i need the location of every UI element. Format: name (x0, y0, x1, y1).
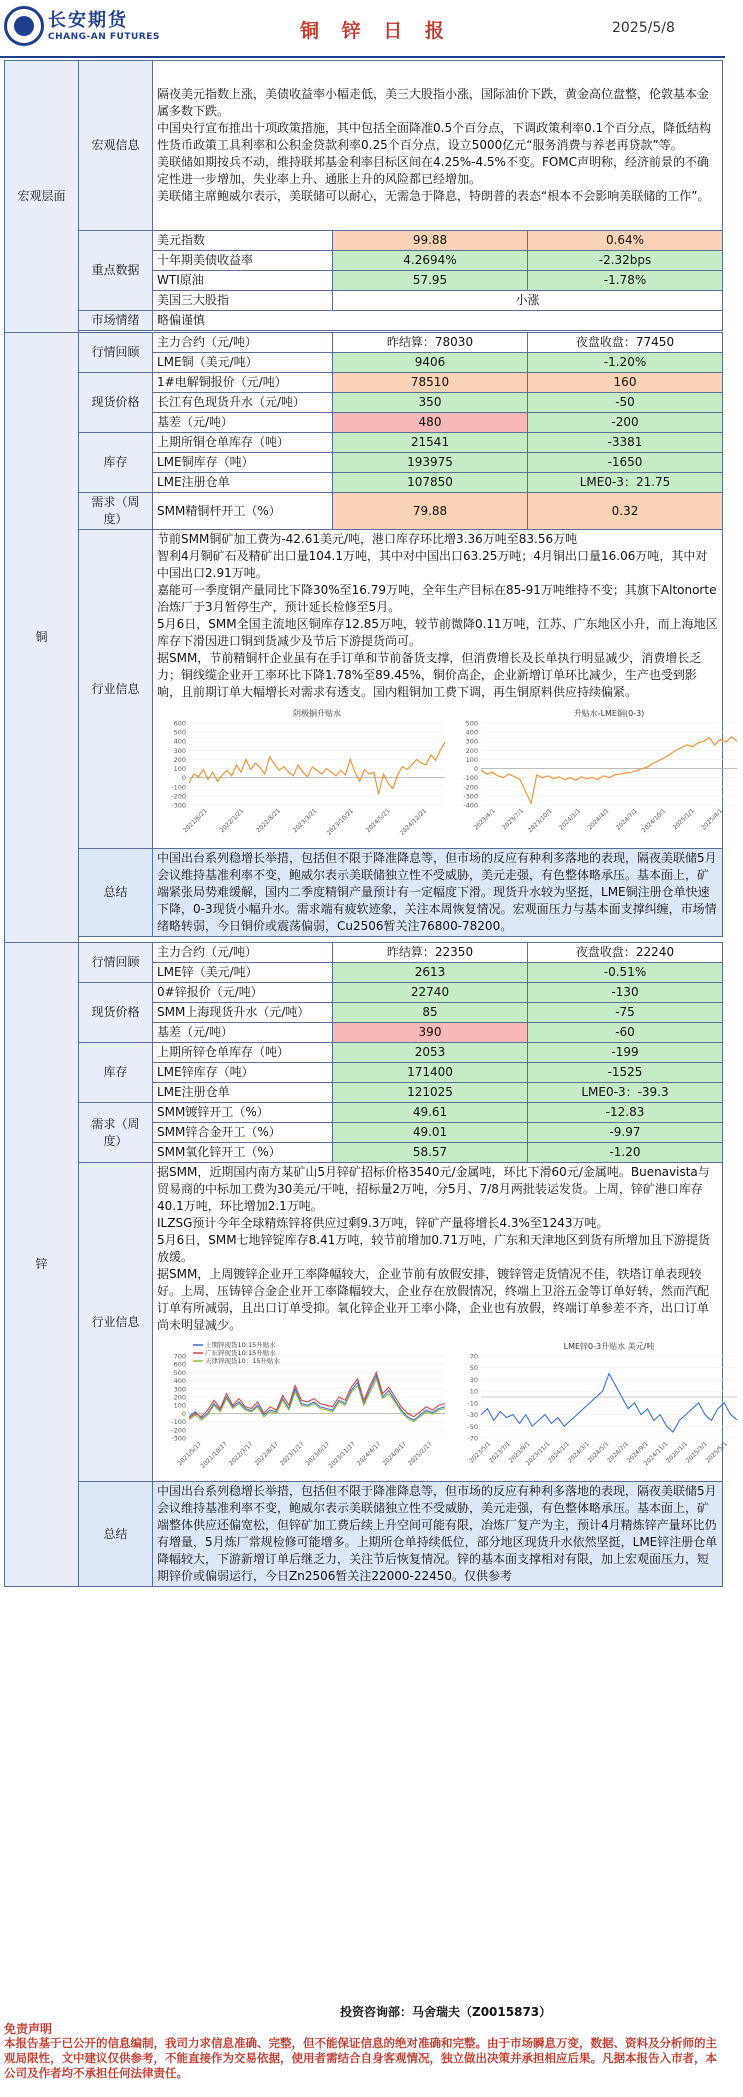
x-tick-label: 2024/7/1 (614, 807, 639, 832)
demand-row-change: -12.83 (528, 1103, 723, 1123)
industry-paragraph: ILZSG预计今年全球精炼锌将供应过剩9.3万吨，锌矿产量将增长4.3%至1243万吨。 (157, 1216, 609, 1230)
spot-row-value: 480 (333, 413, 528, 433)
report-table (4, 60, 729, 1587)
demand-row-name: SMM精铜杆开工（%） (153, 493, 333, 530)
copper-summary-label: 总结 (79, 849, 153, 937)
zinc-section-label: 锌 (5, 943, 79, 1587)
x-tick-label: 2024/9/17 (381, 1440, 409, 1468)
inventory-row-value: 121025 (333, 1083, 528, 1103)
y-tick-label: 400 (465, 728, 478, 737)
y-tick-label: 500 (465, 719, 478, 728)
copper-section-label: 铜 (5, 333, 79, 943)
x-tick-label: 2023/1/17 (278, 1440, 306, 1468)
y-tick-label: 100 (173, 1401, 186, 1410)
y-tick-label: 500 (173, 1368, 186, 1377)
y-tick-label: -100 (463, 774, 478, 783)
y-tick-label: -300 (171, 801, 186, 810)
y-tick-label: 50 (469, 1364, 478, 1373)
x-tick-label: 2023/11/17 (327, 1440, 357, 1470)
y-tick-label: 30 (469, 1375, 478, 1384)
y-tick-label: 200 (465, 746, 478, 755)
report-title: 铜 锌 日 报 (300, 20, 452, 42)
x-tick-label: 2024/4/17 (355, 1440, 383, 1468)
review-row-change: 夜盘收盘：22240 (528, 943, 723, 963)
y-tick-label: -50 (467, 1422, 478, 1431)
demand-row-value: 49.01 (333, 1123, 528, 1143)
inventory-row-name: LME铜库存（吨） (153, 453, 333, 473)
zinc-inventory-label: 库存 (79, 1043, 153, 1103)
review-row-name: 主力合约（元/吨） (153, 333, 333, 353)
x-tick-label: 2021/6/21 (181, 807, 209, 835)
y-tick-label: 600 (173, 1360, 186, 1369)
y-tick-label: 200 (173, 755, 186, 764)
y-tick-label: -200 (171, 1426, 186, 1435)
x-tick-label: 2024/7/1 (606, 1440, 631, 1465)
y-tick-label: 0 (181, 1409, 186, 1418)
spot-row-change: 160 (528, 373, 723, 393)
x-tick-label: 2023/9/1 (507, 1440, 532, 1465)
series-line (481, 737, 737, 804)
spot-row-name: 基差（元/吨） (153, 1023, 333, 1043)
x-tick-label: 2023/7/1 (487, 1440, 512, 1465)
x-tick-label: 2023/5/1 (468, 1440, 493, 1465)
y-tick-label: 700 (173, 1352, 186, 1361)
copper-industry-label: 行业信息 (79, 530, 153, 849)
y-tick-label: 500 (173, 728, 186, 737)
y-tick-label: 0 (473, 765, 478, 774)
y-tick-label: -200 (463, 783, 478, 792)
demand-row-name: SMM镀锌开工（%） (153, 1103, 333, 1123)
macro-info-paragraph: 中国央行宣布推出十项政策措施，其中包括全面降准0.5个百分点，下调政策利率0.1个百分点，降低结构性货币政策工具利率和公积金贷款利率0.25个百分点，设立5000亿元“服务消费与养老再贷款”等。 (157, 121, 712, 152)
y-tick-label: 300 (173, 1385, 186, 1394)
spot-row-value: 85 (333, 1003, 528, 1023)
market-sentiment-label: 市场情绪 (79, 311, 153, 331)
y-tick-label: -100 (171, 1418, 186, 1427)
review-row-change: -1.20% (528, 353, 723, 373)
market-sentiment-value: 略偏谨慎 (153, 311, 723, 331)
x-tick-label: 2021/5/17 (176, 1440, 204, 1468)
y-tick-label: -200 (171, 792, 186, 801)
y-tick-label: -100 (171, 783, 186, 792)
chart-title: 阴极铜升贴水 (293, 709, 341, 718)
inventory-row-change: -3381 (528, 433, 723, 453)
copper-lme-spread-chart (451, 705, 743, 845)
review-row-change: 夜盘收盘：77450 (528, 333, 723, 353)
x-tick-label: 2025/3/1 (684, 1440, 709, 1465)
inventory-row-name: 上期所锌仓单库存（吨） (153, 1043, 333, 1063)
x-tick-label: 2024/5/1 (586, 1440, 611, 1465)
x-tick-label: 2025/1/1 (665, 1440, 690, 1465)
demand-row-change: 0.32 (528, 493, 723, 530)
macro-info-paragraph: 美联储主席鲍威尔表示，美联储可以耐心，无需急于降息，特朗普的表态“根本不会影响美联储的工作”。 (157, 189, 710, 203)
y-tick-label: 10 (469, 1387, 478, 1396)
inventory-row-name: 上期所铜仓单库存（吨） (153, 433, 333, 453)
spot-row-name: 0#锌报价（元/吨） (153, 983, 333, 1003)
x-tick-label: 2024/3/1 (566, 1440, 591, 1465)
spot-row-change: -130 (528, 983, 723, 1003)
spot-row-change: -200 (528, 413, 723, 433)
industry-paragraph: 据SMM，节前精铜杆企业虽有在手订单和节前备货支撑，但消费增长及长单执行明显减少，消费增长乏力；铜线缆企业开工率环比下降1.78%至89.45%，铜价高企，企业新增订单环比减少，生产也受到影响，且前期订单大幅增长对需求有透支。国内粗铜加工费下调，再生铜原料供应持续偏紧。 (157, 651, 702, 699)
review-row-name: 主力合约（元/吨） (153, 943, 333, 963)
review-row-change: -0.51% (528, 963, 723, 983)
y-tick-label: 70 (469, 1352, 478, 1361)
y-tick-label: 200 (173, 1393, 186, 1402)
industry-paragraph: 据SMM，近期国内南方某矿山5月锌矿招标价格3540元/金属吨，环比下滑60元/金属吨。Buenavista与贸易商的中标加工费为30美元/干吨，招标量2万吨，分5月、7/8月两批装运发货。上周，锌矿港口库存40.1万吨，环比增加2.1万吨。 (157, 1165, 710, 1213)
x-tick-label: 2024/1/1 (557, 807, 582, 832)
x-tick-label: 2024/12/21 (398, 807, 429, 837)
inventory-row-change: LME0-3：21.75 (528, 473, 723, 493)
macro-info-paragraph: 美联储如期按兵不动，维持联邦基金利率目标区间在4.25%-4.5%不变。FOMC声明称，经济前景的不确定性进一步增加，失业率上升、通胀上升的风险都已经增加。 (157, 155, 710, 186)
zinc-industry-text (153, 1163, 729, 1482)
copper-industry-text (153, 530, 723, 849)
chart-title: LME锌0-3升贴水 美元/吨 (563, 1342, 655, 1351)
zinc-spot-label: 现货价格 (79, 983, 153, 1043)
company-name-cn: 长安期货 (48, 10, 128, 31)
report-date: 2025/5/8 (612, 20, 675, 36)
x-tick-label: 2024/11/1 (642, 1440, 670, 1468)
copper-summary-text: 中国出台系列稳增长举措，包括但不限于降准降息等，但市场的反应有种利多落地的表现，隔夜美联储5月会议维持基准利率不变，鲍威尔表示美联储独立性不受威胁，美元走强，有色整体略承压。基本面上，矿端紧张局势难缓解，国内二季度精铜产量预计有一定幅度下滑。现货升水较为坚挺，LME铜注册仓单快速下降，0-3现货小幅升水。需求端有疲软迹象，关注本周恢复情况。宏观面压力与基本面支撑纠缠，市场情绪略转弱，今日铜价或震荡偏弱，Cu2506暂关注76800-78200。 (153, 849, 723, 937)
x-tick-label: 2021/10/17 (199, 1440, 229, 1470)
copper-spot-label: 现货价格 (79, 373, 153, 433)
y-tick-label: 100 (465, 755, 478, 764)
y-tick-label: -10 (467, 1399, 478, 1408)
inventory-row-change: -199 (528, 1043, 723, 1063)
x-tick-label: 2024/4/1 (586, 807, 611, 832)
y-tick-label: 300 (465, 737, 478, 746)
x-tick-label: 2023/10/1 (526, 807, 554, 835)
series-line (189, 742, 445, 794)
zinc-charts (157, 1334, 729, 1480)
y-tick-label: 0 (181, 774, 186, 783)
x-tick-label: 2022/1/21 (218, 807, 246, 835)
legend-label: 上期锌现货10:15升贴水 (205, 1341, 276, 1349)
x-tick-label: 2023/4/1 (472, 807, 497, 832)
industry-paragraph: 嘉能可一季度铜产量同比下降30%至16.79万吨，全年生产目标在85-91万吨维持不变；其旗下Altonorte冶炼厂于3月暂停生产，预计延长检修至5月。 (157, 583, 717, 614)
y-tick-label: 400 (173, 737, 186, 746)
x-tick-label: 2023/7/1 (501, 807, 526, 832)
key-data-name: 美国三大股指 (153, 291, 333, 311)
x-tick-label: 2024/1/1 (547, 1440, 572, 1465)
zinc-demand-label: 需求（周度） (79, 1103, 153, 1163)
spot-row-name: 1#电解铜报价（元/吨） (153, 373, 333, 393)
spot-row-name: 长江有色现货升水（元/吨） (153, 393, 333, 413)
inventory-row-value: 21541 (333, 433, 528, 453)
industry-paragraph: 5月6日，SMM七地锌锭库存8.41万吨，较节前增加0.71万吨，广东和天津地区到货有所增加且下游提货放缓。 (157, 1233, 711, 1264)
x-tick-label: 2023/6/17 (304, 1440, 332, 1468)
demand-row-change: -1.20 (528, 1143, 723, 1163)
review-row-value: 昨结算：78030 (333, 333, 528, 353)
y-tick-label: 400 (173, 1377, 186, 1386)
x-tick-label: 2025/2/17 (406, 1440, 434, 1468)
disclaimer-body: 本报告基于已公开的信息编制，我司力求信息准确、完整，但不能保证信息的绝对准确和完整。由于市场瞬息万变，数据、资料及分析师的主观局限性，文中建议仅供参考，不能直接作为交易依据，使用者需结合自身客观情况，独立做出决策并承担相应后果。凡据本报告入市者，本公司及作者均不承担任何法律责任。 (4, 2036, 717, 2080)
macro-key-data-label: 重点数据 (79, 231, 153, 311)
key-data-change: 0.64% (528, 231, 723, 251)
advisor-info: 投资咨询部：马舍瑞夫（Z0015873） (340, 2005, 552, 2019)
spot-row-change: -75 (528, 1003, 723, 1023)
x-tick-label: 2024/9/1 (625, 1440, 650, 1465)
inventory-row-change: -1525 (528, 1063, 723, 1083)
y-tick-label: 600 (173, 719, 186, 728)
spot-row-name: 基差（元/吨） (153, 413, 333, 433)
copper-basis-chart (159, 705, 451, 845)
demand-row-value: 58.57 (333, 1143, 528, 1163)
x-tick-label: 2024/5/21 (364, 807, 392, 835)
x-tick-label: 2025/1/1 (671, 807, 696, 832)
inventory-row-change: LME0-3：-39.3 (528, 1083, 723, 1103)
inventory-row-value: 2053 (333, 1043, 528, 1063)
spot-row-value: 78510 (333, 373, 528, 393)
copper-review-label: 行情回顾 (79, 333, 153, 373)
zinc-summary-text: 中国出台系列稳增长举措，包括但不限于降准降息等，但市场的反应有种利多落地的表现，隔夜美联储5月会议维持基准利率不变，鲍威尔表示美联储独立性不受威胁，美元走强，有色整体略承压。基本面上，矿端整体供应还偏宽松，但锌矿加工费后续上升空间可能有限，冶炼厂复产为主，预计4月精炼锌产量环比仍有增量，5月炼厂常规检修可能增多。上期所仓单持续低位，部分地区现货升水依然坚挺，LME锌注册仓单降幅较大，下游新增订单后继乏力，关注节后恢复情况。锌的基本面支撑相对有限，加上宏观面压力，短期锌价或偏弱运行，今日Zn2506暂关注22000-22450。仅供参考 (153, 1482, 723, 1587)
key-data-value: 4.2694% (333, 251, 528, 271)
series-line (189, 1372, 445, 1418)
chart-title: 升贴水-LME铜(0-3) (573, 709, 645, 718)
spot-row-name: SMM上海现货升水（元/吨） (153, 1003, 333, 1023)
y-tick-label: 100 (173, 765, 186, 774)
x-tick-label: 2022/8/17 (253, 1440, 281, 1468)
x-tick-label: 2022/8/21 (255, 807, 282, 835)
zinc-lme-spread-chart (451, 1338, 743, 1478)
inventory-row-value: 193975 (333, 453, 528, 473)
x-tick-label: 2024/10/1 (640, 807, 668, 835)
x-tick-label: 2025/5/1 (704, 1440, 729, 1465)
demand-row-value: 49.61 (333, 1103, 528, 1123)
x-tick-label: 2023/10/21 (325, 807, 355, 837)
key-data-name: 美元指数 (153, 231, 333, 251)
y-tick-label: -400 (463, 801, 478, 810)
review-row-value: 昨结算：22350 (333, 943, 528, 963)
inventory-row-name: LME注册仓单 (153, 473, 333, 493)
spot-row-value: 22740 (333, 983, 528, 1003)
review-row-name: LME铜（美元/吨） (153, 353, 333, 373)
inventory-row-change: -1650 (528, 453, 723, 473)
zinc-industry-label: 行业信息 (79, 1163, 153, 1482)
inventory-row-value: 171400 (333, 1063, 528, 1083)
inventory-row-name: LME注册仓单 (153, 1083, 333, 1103)
zinc-review-label: 行情回顾 (79, 943, 153, 983)
demand-row-name: SMM锌合金开工（%） (153, 1123, 333, 1143)
inventory-row-value: 107850 (333, 473, 528, 493)
spot-row-value: 350 (333, 393, 528, 413)
demand-row-change: -9.97 (528, 1123, 723, 1143)
key-data-value: 99.88 (333, 231, 528, 251)
demand-row-value: 79.88 (333, 493, 528, 530)
industry-paragraph: 节前SMM铜矿加工费为-42.61美元/吨，港口库存环比增3.36万吨至83.56万吨 (157, 532, 578, 546)
x-tick-label: 2022/3/17 (227, 1440, 255, 1468)
zinc-spot-premium-chart (159, 1338, 451, 1478)
spot-row-change: -60 (528, 1023, 723, 1043)
copper-demand-label: 需求（周度） (79, 493, 153, 530)
key-data-value: 小涨 (333, 291, 723, 311)
y-tick-label: 300 (173, 746, 186, 755)
key-data-value: 57.95 (333, 271, 528, 291)
copper-charts (157, 701, 725, 847)
copper-inventory-label: 库存 (79, 433, 153, 493)
spot-row-value: 390 (333, 1023, 528, 1043)
y-tick-label: -30 (467, 1411, 478, 1420)
company-name-en: CHANG-AN FUTURES (48, 32, 160, 42)
disclaimer-title: 免责声明 (4, 2022, 53, 2036)
macro-info-paragraph: 隔夜美元指数上涨，美债收益率小幅走低，美三大股指小涨，国际油价下跌，黄金高位盘整，伦敦基本金属多数下跌。 (157, 87, 710, 118)
industry-paragraph: 5月6日，SMM全国主流地区铜库存12.85万吨，较节前微降0.11万吨，江苏、广东地区小升，而上海地区库存下滑因进口铜到货减少及节后下游提货尚可。 (157, 617, 718, 648)
key-data-name: WTI原油 (153, 271, 333, 291)
company-logo-icon (4, 6, 44, 46)
report-header (0, 0, 725, 58)
demand-row-name: SMM氧化锌开工（%） (153, 1143, 333, 1163)
x-tick-label: 2025/4/1 (700, 807, 725, 832)
review-row-name: LME锌（美元/吨） (153, 963, 333, 983)
legend-label: 广东锌现货10:15升贴水 (205, 1349, 276, 1357)
industry-paragraph: 智利4月铜矿石及精矿出口量104.1万吨，其中对中国出口63.25万吨；4月铜出口量16.06万吨，其中对中国出口2.91万吨。 (157, 549, 708, 580)
inventory-row-name: LME锌库存（吨） (153, 1063, 333, 1083)
x-tick-label: 2023/3/21 (291, 807, 319, 835)
y-tick-label: -300 (463, 792, 478, 801)
review-row-value: 9406 (333, 353, 528, 373)
legend-label: 天津锌现货10：15升贴水 (205, 1357, 281, 1365)
spot-row-change: -50 (528, 393, 723, 413)
industry-paragraph: 据SMM，上周镀锌企业开工率降幅较大，企业节前有放假安排，镀锌管走货情况不佳，铁塔订单表现较好。上周，压铸锌合金企业开工率降幅较大，企业存在放假情况，终端上卫浴五金等订单好转，然而汽配订单有所减弱，且出口订单受抑。氧化锌企业开工率小降，企业也有放假，终端订单参差不齐，出口订单尚未明显减少。 (157, 1267, 710, 1332)
x-tick-label: 2023/11/1 (524, 1440, 552, 1468)
macro-info-text (153, 61, 723, 231)
key-data-change: -1.78% (528, 271, 723, 291)
macro-info-label: 宏观信息 (79, 61, 153, 231)
macro-section-label: 宏观层面 (5, 61, 79, 333)
key-data-change: -2.32bps (528, 251, 723, 271)
y-tick-label: -300 (171, 1434, 186, 1443)
zinc-summary-label: 总结 (79, 1482, 153, 1587)
review-row-value: 2613 (333, 963, 528, 983)
key-data-name: 十年期美债收益率 (153, 251, 333, 271)
y-tick-label: -70 (467, 1434, 478, 1443)
